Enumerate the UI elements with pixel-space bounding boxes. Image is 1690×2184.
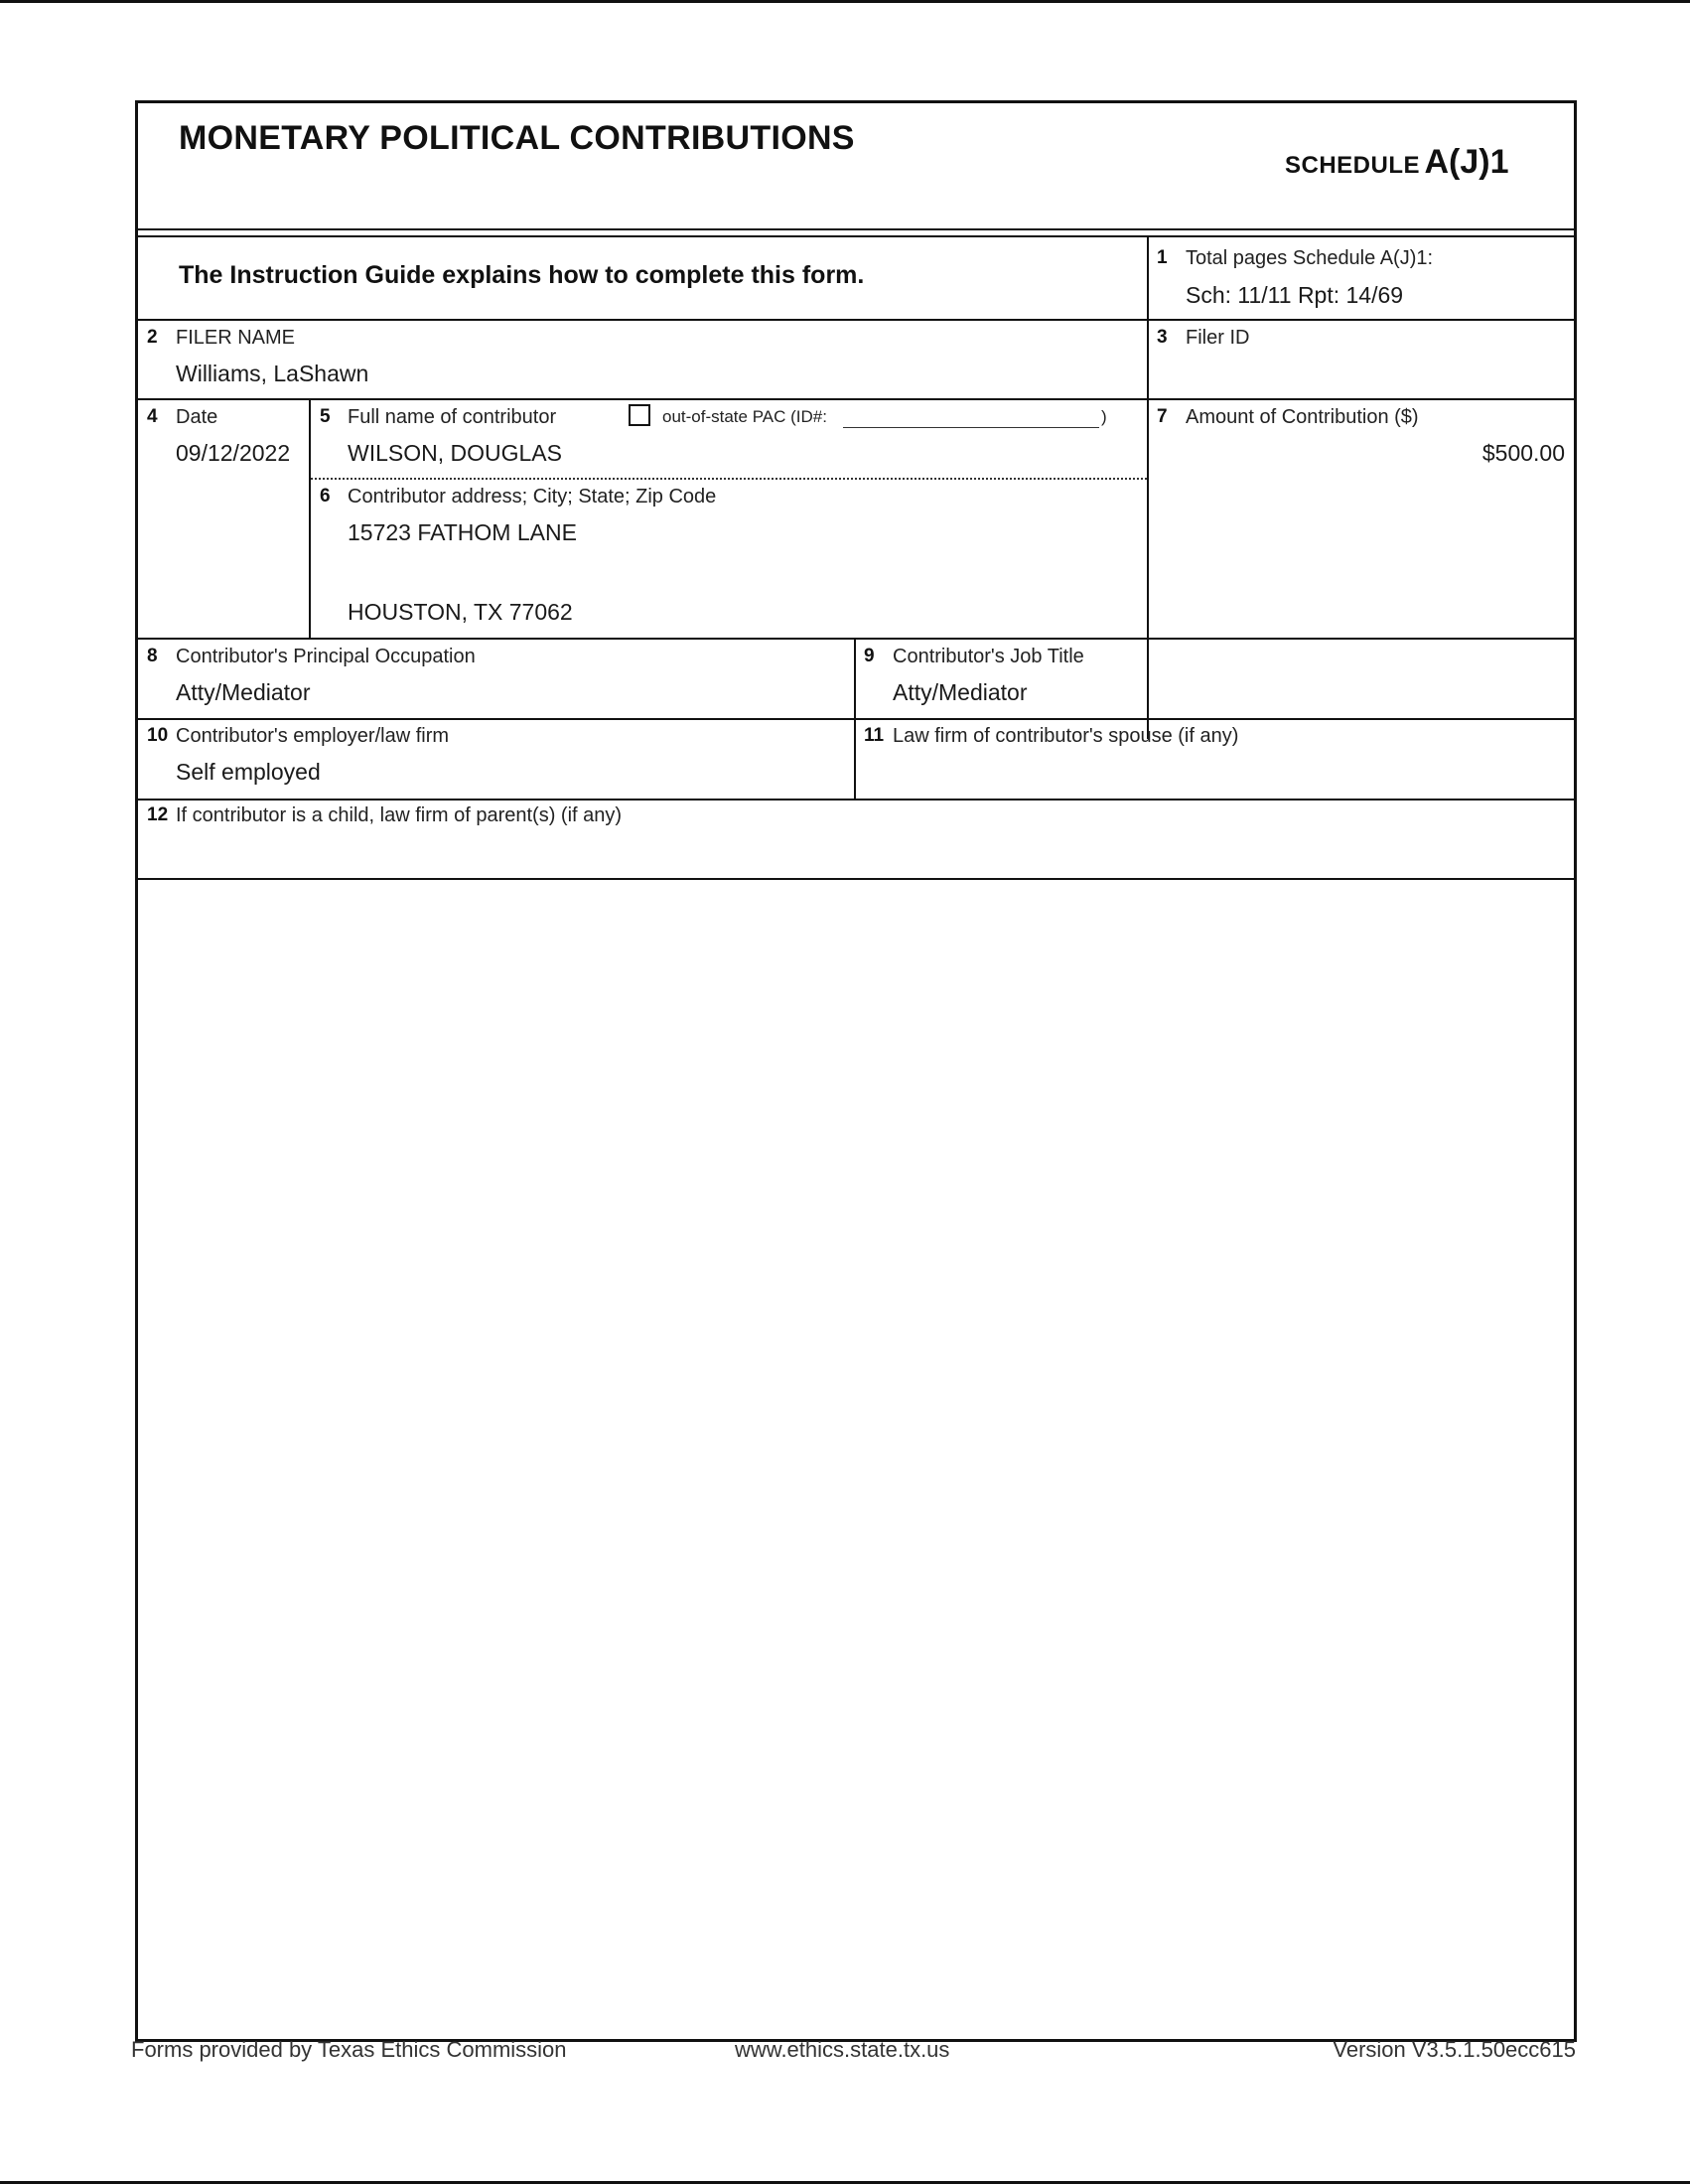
schedule-id bbox=[1285, 143, 1509, 182]
total-pages-value: Sch: 11/11 Rpt: 14/69 bbox=[1186, 282, 1404, 308]
total-pages-label: Total pages Schedule A(J)1: bbox=[1186, 247, 1434, 269]
field-1-number: 1 bbox=[1157, 247, 1168, 268]
field-3-number: 3 bbox=[1157, 327, 1168, 348]
pac-id-close-paren: ) bbox=[1101, 407, 1107, 426]
header-rule-bottom bbox=[138, 235, 1574, 237]
row-rule-6 bbox=[138, 878, 1574, 880]
employer-value: Self employed bbox=[176, 759, 321, 785]
filer-id-label: Filer ID bbox=[1186, 327, 1250, 349]
footer-url[interactable]: www.ethics.state.tx.us bbox=[735, 2037, 950, 2062]
employer-label: Contributor's employer/law firm bbox=[176, 725, 450, 747]
contributor-address-label: Contributor address; City; State; Zip Code bbox=[348, 486, 717, 508]
filer-name-label: FILER NAME bbox=[176, 327, 296, 349]
job-title-value: Atty/Mediator bbox=[893, 679, 1028, 705]
form-title: MONETARY POLITICAL CONTRIBUTIONS bbox=[179, 119, 855, 157]
field-7-number: 7 bbox=[1157, 406, 1168, 427]
contributor-name-label: Full name of contributor bbox=[348, 406, 557, 428]
filer-name-value: Williams, LaShawn bbox=[176, 361, 369, 386]
row-rule-4 bbox=[138, 718, 1574, 720]
date-value: 09/12/2022 bbox=[176, 440, 291, 466]
right-column-divider bbox=[1147, 237, 1149, 739]
contribution-form bbox=[135, 100, 1577, 2042]
pac-id-line[interactable] bbox=[843, 427, 1099, 428]
row-rule-1 bbox=[138, 319, 1574, 321]
scan-border-top bbox=[0, 0, 1690, 3]
schedule-label: SCHEDULE bbox=[1285, 152, 1421, 179]
mid-column-divider bbox=[854, 640, 856, 801]
footer-version: Version V3.5.1.50ecc615 bbox=[1333, 2037, 1576, 2062]
job-title-label: Contributor's Job Title bbox=[893, 646, 1084, 667]
occupation-value: Atty/Mediator bbox=[176, 679, 311, 705]
field-6-number: 6 bbox=[320, 486, 331, 507]
row-rule-5 bbox=[138, 799, 1574, 801]
field-11-number: 11 bbox=[864, 725, 885, 746]
header-rule-top bbox=[138, 228, 1574, 230]
occupation-label: Contributor's Principal Occupation bbox=[176, 646, 476, 667]
date-label: Date bbox=[176, 406, 218, 428]
amount-label: Amount of Contribution ($) bbox=[1186, 406, 1419, 428]
field-5-number: 5 bbox=[320, 406, 331, 427]
instruction-text: The Instruction Guide explains how to complete this form. bbox=[179, 261, 865, 289]
field-2-number: 2 bbox=[147, 327, 158, 348]
field-4-number: 4 bbox=[147, 406, 158, 427]
contributor-address-line1: 15723 FATHOM LANE bbox=[348, 519, 577, 545]
field-9-number: 9 bbox=[864, 646, 875, 666]
field-10-number: 10 bbox=[147, 725, 169, 746]
spouse-firm-label: Law firm of contributor's spouse (if any) bbox=[893, 725, 1239, 747]
contributor-address-line2: HOUSTON, TX 77062 bbox=[348, 599, 573, 625]
footer-provider: Forms provided by Texas Ethics Commission bbox=[131, 2037, 567, 2062]
field-8-number: 8 bbox=[147, 646, 158, 666]
contributor-name-value: WILSON, DOUGLAS bbox=[348, 440, 562, 466]
amount-value: $500.00 bbox=[1481, 440, 1565, 466]
parent-firm-label: If contributor is a child, law firm of parent(s) (if any) bbox=[176, 804, 623, 826]
row-rule-3 bbox=[138, 638, 1574, 640]
schedule-code: A(J)1 bbox=[1424, 143, 1509, 181]
row-rule-2 bbox=[138, 398, 1574, 400]
contributor-divider bbox=[311, 478, 1147, 480]
out-of-state-pac-checkbox[interactable] bbox=[629, 404, 650, 426]
out-of-state-pac-label: out-of-state PAC (ID#: bbox=[662, 407, 827, 426]
field-12-number: 12 bbox=[147, 804, 169, 825]
date-column-divider bbox=[309, 400, 311, 639]
